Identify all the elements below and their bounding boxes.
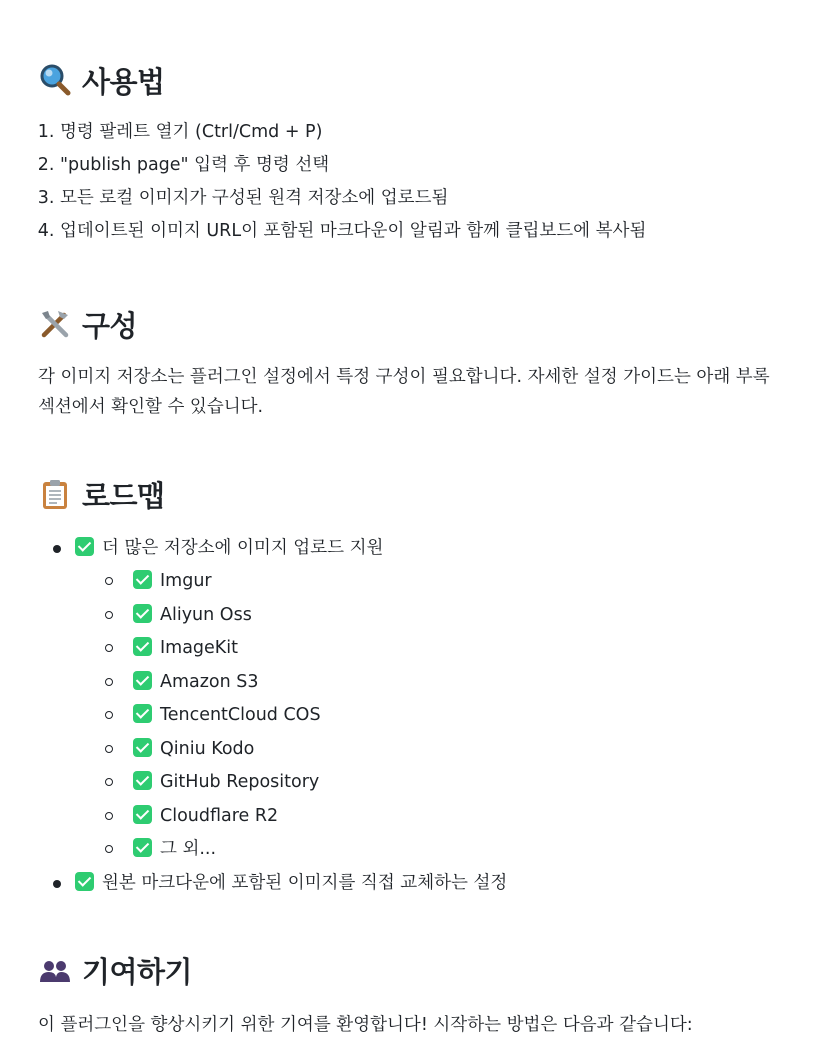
checkmark-icon bbox=[133, 671, 152, 690]
checkmark-icon bbox=[133, 604, 152, 623]
roadmap-item-label: 원본 마크다운에 포함된 이미지를 직접 교체하는 설정 bbox=[102, 872, 508, 893]
roadmap-subitem bbox=[105, 666, 798, 700]
roadmap-item-label: 더 많은 저장소에 이미지 업로드 지원 bbox=[102, 538, 384, 558]
roadmap-subitem-label: ImageKit bbox=[160, 638, 239, 658]
magnifier-icon bbox=[38, 63, 72, 97]
checkmark-icon bbox=[133, 704, 152, 723]
roadmap-item bbox=[53, 532, 798, 867]
usage-step: 1. 명령 팔레트 열기 (Ctrl/Cmd + P) bbox=[60, 116, 798, 149]
roadmap-subitem bbox=[105, 733, 798, 767]
config-section bbox=[38, 302, 798, 422]
usage-step: 4. 업데이트된 이미지 URL이 포함된 마크다운이 알림과 함께 클립보드에 복사됨 bbox=[60, 215, 798, 248]
contributing-body: 이 플러그인을 향상시키기 위한 기여를 환영합니다! 시작하는 방법은 다음과 같습니다: bbox=[38, 1015, 693, 1035]
clipboard-icon bbox=[38, 477, 72, 511]
contributing-heading bbox=[38, 948, 798, 992]
roadmap-subitem-label: Cloudflare R2 bbox=[160, 805, 279, 826]
people-icon bbox=[38, 953, 72, 987]
roadmap-sublist bbox=[75, 565, 798, 867]
roadmap-subitem bbox=[105, 766, 798, 800]
roadmap-subitem bbox=[105, 833, 798, 867]
roadmap-subitem bbox=[105, 599, 798, 633]
roadmap-list bbox=[38, 532, 798, 900]
usage-heading bbox=[38, 58, 798, 102]
config-title: 구성 bbox=[82, 308, 138, 343]
roadmap-title: 로드맵 bbox=[82, 478, 165, 513]
roadmap-subitem-label: GitHub Repository bbox=[160, 772, 320, 792]
checkmark-icon bbox=[133, 838, 152, 857]
contributing-section bbox=[38, 948, 798, 1040]
checkmark-icon bbox=[133, 805, 152, 824]
roadmap-item bbox=[53, 867, 798, 900]
tools-icon bbox=[38, 307, 72, 341]
roadmap-subitem bbox=[105, 632, 798, 666]
usage-step: 2. "publish page" 입력 후 명령 선택 bbox=[60, 149, 798, 182]
roadmap-subitem bbox=[105, 800, 798, 834]
roadmap-subitem-label: TencentCloud COS bbox=[160, 705, 321, 725]
roadmap-subitem bbox=[105, 565, 798, 599]
contributing-title: 기여하기 bbox=[82, 954, 193, 989]
config-body: 각 이미지 저장소는 플러그인 설정에서 특정 구성이 필요합니다. 자세한 설정 가이드는 아래 부록 섹션에서 확인할 수 있습니다. bbox=[38, 367, 770, 417]
usage-step: 3. 모든 로컬 이미지가 구성된 원격 저장소에 업로드됨 bbox=[60, 182, 798, 215]
checkmark-icon bbox=[133, 637, 152, 656]
roadmap-subitem-label: Qiniu Kodo bbox=[160, 738, 255, 759]
roadmap-section bbox=[38, 472, 798, 900]
roadmap-subitem bbox=[105, 699, 798, 733]
usage-section bbox=[38, 58, 798, 248]
checkmark-icon bbox=[75, 872, 94, 891]
config-heading bbox=[38, 302, 798, 346]
roadmap-subitem-label: 그 외... bbox=[160, 839, 217, 859]
checkmark-icon bbox=[75, 537, 94, 556]
roadmap-heading bbox=[38, 472, 798, 516]
roadmap-subitem-label: Imgur bbox=[160, 571, 212, 591]
checkmark-icon bbox=[133, 738, 152, 757]
usage-steps bbox=[38, 116, 798, 248]
roadmap-subitem-label: Aliyun Oss bbox=[160, 604, 252, 625]
usage-title: 사용법 bbox=[82, 64, 165, 99]
checkmark-icon bbox=[133, 570, 152, 589]
roadmap-subitem-label: Amazon S3 bbox=[160, 671, 259, 692]
checkmark-icon bbox=[133, 771, 152, 790]
